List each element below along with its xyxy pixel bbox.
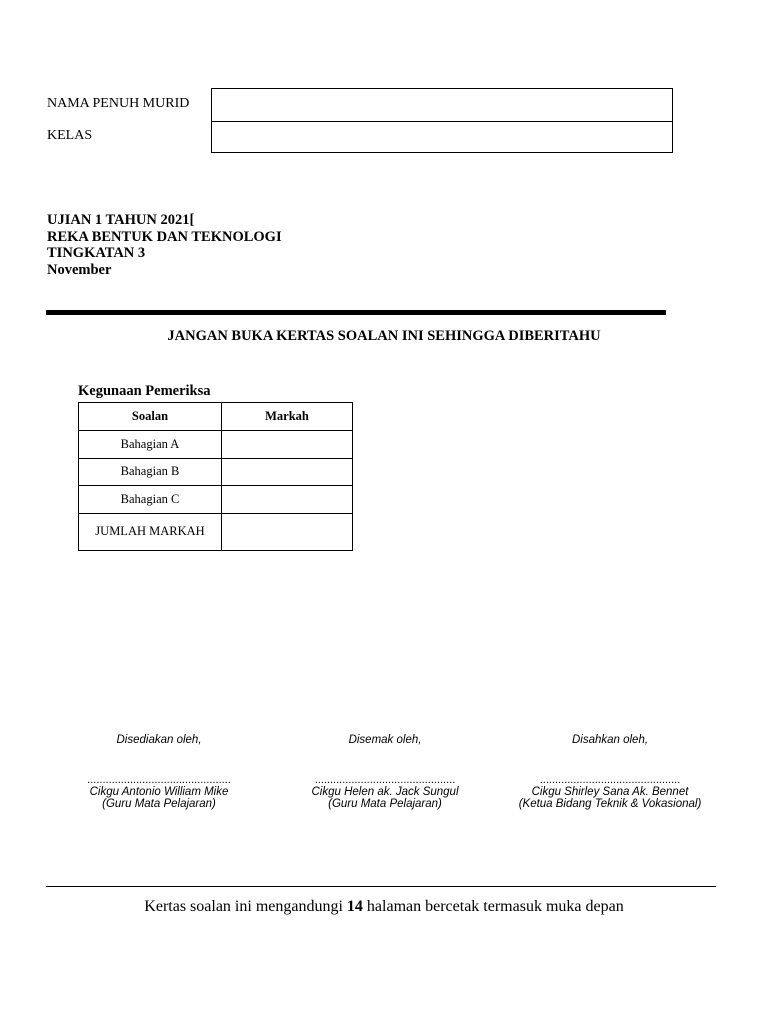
footer-divider — [46, 886, 716, 887]
signature-position: (Guru Mata Pelajaran) — [102, 798, 216, 810]
signature-role: Disediakan oleh, — [116, 734, 202, 746]
signature-line: .............................................. — [539, 774, 681, 786]
signature-line: ............................................... — [87, 774, 231, 786]
exam-line-1: UJIAN 1 TAHUN 2021[ — [47, 212, 195, 228]
marks-table — [78, 402, 353, 551]
page-count-note — [0, 898, 768, 916]
exam-title-block — [47, 212, 282, 278]
student-info-box — [211, 88, 673, 153]
signature-position: (Ketua Bidang Teknik & Vokasional) — [518, 798, 702, 810]
signature-line: .............................................. — [314, 774, 456, 786]
table-row — [79, 458, 353, 486]
row-markah[interactable] — [222, 431, 353, 459]
class-label: KELAS — [47, 128, 93, 143]
total-label: JUMLAH MARKAH — [79, 513, 222, 550]
signature-position: (Guru Mata Pelajaran) — [328, 798, 442, 810]
row-markah[interactable] — [222, 458, 353, 486]
row-markah[interactable] — [222, 486, 353, 514]
footer-text-before: Kertas soalan ini mengandungi — [144, 898, 347, 915]
row-soalan: Bahagian C — [79, 486, 222, 514]
student-name-label: NAMA PENUH MURID — [47, 96, 190, 111]
signature-name: Cikgu Helen ak. Jack Sungul — [311, 786, 459, 798]
total-markah[interactable] — [222, 513, 353, 550]
column-header-markah: Markah — [222, 403, 353, 431]
total-row — [79, 513, 353, 550]
column-header-soalan: Soalan — [79, 403, 222, 431]
table-header-row — [79, 403, 353, 431]
examiner-title: Kegunaan Pemeriksa — [78, 383, 211, 399]
table-row — [79, 431, 353, 459]
table-row — [79, 486, 353, 514]
footer-text-after: halaman bercetak termasuk muka depan — [362, 898, 624, 915]
thick-divider — [46, 310, 666, 315]
exam-line-4: November — [47, 261, 112, 278]
row-soalan: Bahagian A — [79, 431, 222, 459]
warning-text: JANGAN BUKA KERTAS SOALAN INI SEHINGGA DIBERITAHU — [167, 328, 601, 344]
signature-name: Cikgu Antonio William Mike — [89, 786, 229, 798]
page-count: 14 — [346, 898, 363, 915]
signature-prepared — [49, 734, 269, 810]
signature-approved — [500, 734, 720, 810]
signature-role: Disemak oleh, — [348, 734, 422, 746]
row-soalan: Bahagian B — [79, 458, 222, 486]
signature-name: Cikgu Shirley Sana Ak. Bennet — [531, 786, 689, 798]
signature-role: Disahkan oleh, — [571, 734, 649, 746]
exam-line-3: TINGKATAN 3 — [47, 245, 146, 261]
signature-checked — [275, 734, 495, 810]
box-divider — [212, 121, 672, 122]
exam-line-2: REKA BENTUK DAN TEKNOLOGI — [47, 228, 282, 245]
